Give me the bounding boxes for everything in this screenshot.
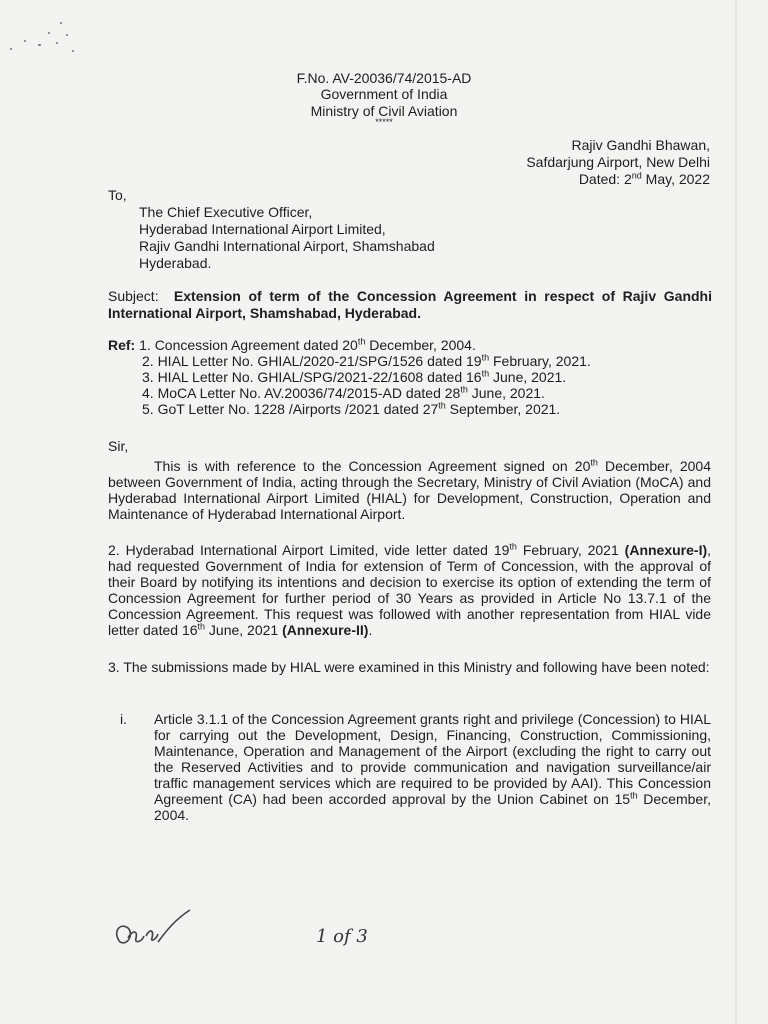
item-text: Article 3.1.1 of the Concession Agreement grants right and privilege (Concession) to HIAL for carrying out the Development, Design, Financing, Construction, Commissioning, Maintenance, Operation and Management of the Airport (excluding the right to carry out the Reserved Activities and to provide communication and navigation surveillance/air traffic management services which are required to be provided by AAI). This Concession Agreement (CA) had been accorded approval by the Union Cabinet on 15th December, 2004.	[154, 711, 711, 823]
sender-address	[526, 137, 710, 188]
handwritten-initials-signature	[110, 908, 200, 958]
addressee-line: Hyderabad International Airport Limited,	[139, 221, 386, 237]
page-number: 1 of 3	[316, 926, 368, 947]
reference-item: 4. MoCA Letter No. AV.20036/74/2015-AD dated 28th June, 2021.	[142, 384, 545, 401]
addressee-line: The Chief Executive Officer,	[139, 204, 313, 220]
file-number: F.No. AV-20036/74/2015-AD	[296, 70, 472, 86]
letter-date: Dated: 2nd May, 2022	[578, 170, 710, 187]
to-label: To,	[108, 187, 127, 203]
reference-item: 3. HIAL Letter No. GHIAL/SPG/2021-22/1608 dated 16th June, 2021.	[142, 368, 567, 385]
subject-text: Extension of term of the Concession Agreement in respect of Rajiv Gandhi International Airport, Shamshabad, Hyderabad.	[108, 288, 712, 321]
ref-label: Ref:	[108, 337, 136, 353]
addressee-line: Hyderabad.	[139, 255, 212, 271]
government-line: Government of India	[320, 86, 448, 102]
annexure-2-ref: (Annexure-II)	[282, 622, 369, 638]
addressee-line: Rajiv Gandhi International Airport, Shamshabad	[139, 238, 435, 254]
sender-line-2: Safdarjung Airport, New Delhi	[526, 154, 710, 170]
reference-item: Ref: 1. Concession Agreement dated 20th December, 2004.	[108, 336, 476, 353]
page-fold-line	[735, 0, 737, 1024]
salutation: Sir,	[108, 438, 129, 454]
sender-line-1: Rajiv Gandhi Bhawan,	[571, 137, 710, 153]
addressee-block	[139, 204, 435, 272]
subject-line	[108, 288, 712, 322]
paragraph-3: 3. The submissions made by HIAL were examined in this Ministry and following have been noted:	[108, 659, 710, 675]
header-stars: *****	[375, 117, 393, 127]
subject-label: Subject:	[108, 288, 159, 304]
paragraph-1: This is with reference to the Concession Agreement signed on 20th December, 2004 between Government of India, acting through the Secretary, Ministry of Civil Aviation (MoCA) and Hyderabad International Airport Limited (HIAL) for Development, Construction, Operation and Maintenance of Hyderabad International Airport.	[108, 457, 711, 522]
references-list	[108, 337, 591, 417]
ministry-line: Ministry of Civil Aviation	[310, 103, 458, 119]
reference-item: 2. HIAL Letter No. GHIAL/2020-21/SPG/1526 dated 19th February, 2021.	[142, 352, 591, 369]
item-number: i.	[120, 711, 127, 727]
paragraph-2: 2. Hyderabad International Airport Limited, vide letter dated 19th February, 2021 (Annexure-I), had requested Government of India for extension of Term of Concession, with the approval of their Board by notifying its intentions and decision to exercise its option of extending the term of Concession Agreement for further period of 30 Years as provided in Article No 13.7.1 of the Concession Agreement. This request was followed with another representation from HIAL vide letter dated 16th June, 2021 (Annexure-II).	[108, 541, 712, 638]
annexure-1-ref: (Annexure-I)	[624, 542, 708, 558]
reference-item: 5. GoT Letter No. 1228 /Airports /2021 dated 27th September, 2021.	[142, 400, 561, 417]
